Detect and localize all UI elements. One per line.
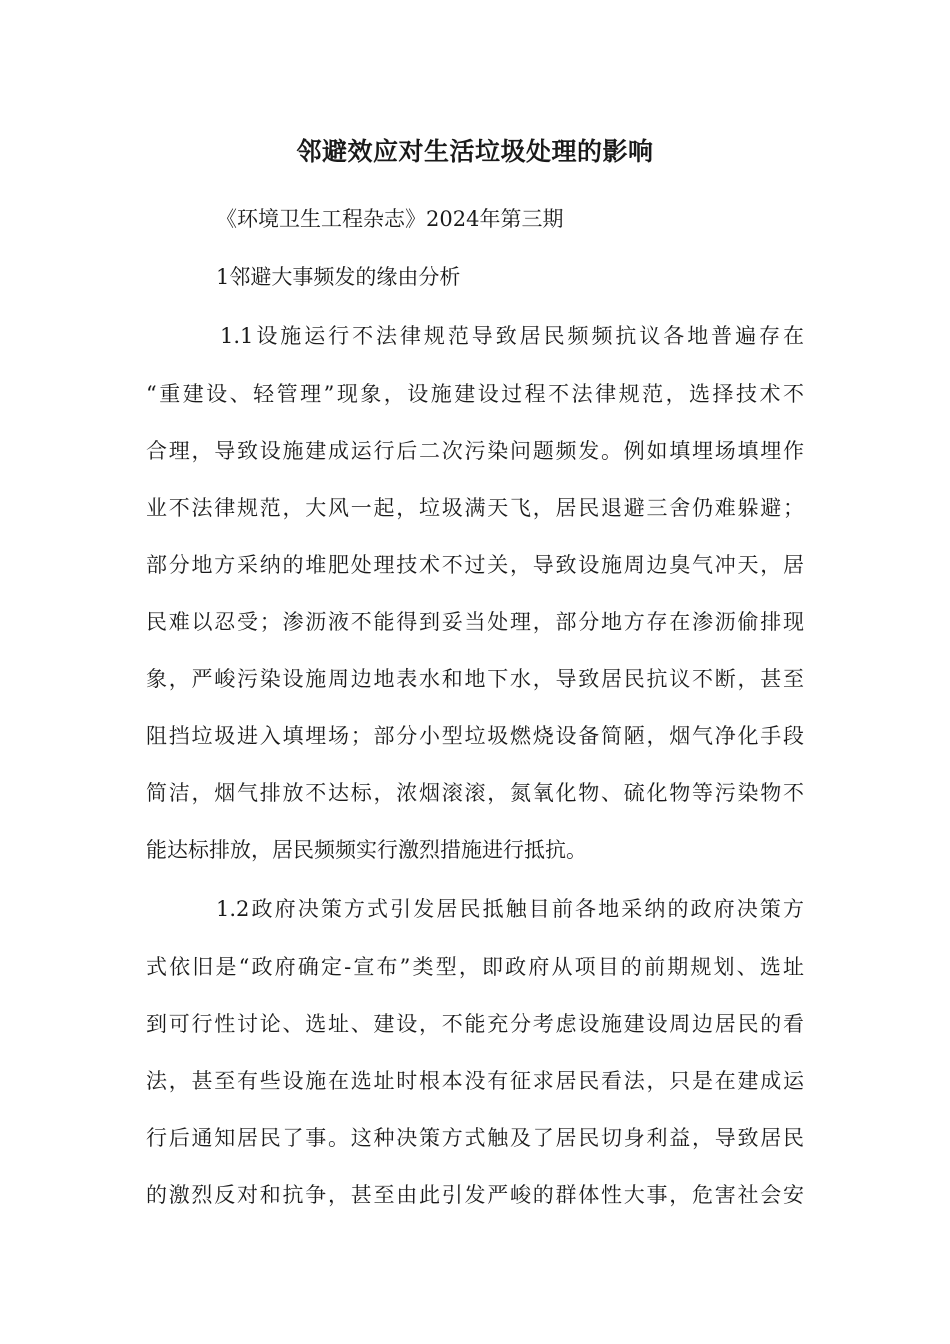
paragraph-1-line-4: 业不法律规范，大风一起，垃圾满天飞，居民退避三舍仍难躲避； [146, 496, 804, 520]
paragraph-1-line-3: 合理，导致设施建成运行后二次污染问题频发。例如填埋场填埋作 [146, 439, 804, 463]
paragraph-2-line-3: 到可行性讨论、选址、建设，不能充分考虑设施建设周边居民的看 [146, 1012, 804, 1036]
paragraph-1-line-9: 简洁，烟气排放不达标，浓烟滚滚，氮氧化物、硫化物等污染物不 [146, 781, 804, 805]
paragraph-1-line-10: 能达标排放，居民频频实行激烈措施进行抵抗。 [146, 838, 587, 862]
paragraph-1-line-7: 象，严峻污染设施周边地表水和地下水，导致居民抗议不断，甚至 [146, 667, 804, 691]
paragraph-2-line-1: 1.2政府决策方式引发居民抵触目前各地采纳的政府决策方 [216, 897, 804, 921]
paragraph-1-line-6: 民难以忍受；渗沥液不能得到妥当处理，部分地方存在渗沥偷排现 [146, 610, 804, 634]
paragraph-2-line-6: 的激烈反对和抗争，甚至由此引发严峻的群体性大事，危害社会安 [146, 1183, 804, 1207]
paragraph-1-line-2: “重建设、轻管理”现象，设施建设过程不法律规范，选择技术不 [146, 382, 804, 406]
paragraph-2-line-5: 行后通知居民了事。这种决策方式触及了居民切身利益，导致居民 [146, 1126, 804, 1150]
paragraph-1-line-5: 部分地方采纳的堆肥处理技术不过关，导致设施周边臭气冲天，居 [146, 553, 804, 577]
paragraph-2-line-2: 式依旧是“政府确定-宣布”类型，即政府从项目的前期规划、选址 [146, 955, 804, 979]
paragraph-2-line-4: 法，甚至有些设施在选址时根本没有征求居民看法，只是在建成运 [146, 1069, 804, 1093]
section-heading: 1邻避大事频发的缘由分析 [216, 265, 461, 289]
source-line: 《环境卫生工程杂志》2024年第三期 [216, 207, 564, 231]
paragraph-1-line-8: 阻挡垃圾进入填埋场；部分小型垃圾燃烧设备简陋，烟气净化手段 [146, 724, 804, 748]
document-title: 邻避效应对生活垃圾处理的影响 [296, 137, 654, 166]
paragraph-1-line-1: 1.1设施运行不法律规范导致居民频频抗议各地普遍存在 [220, 324, 804, 348]
